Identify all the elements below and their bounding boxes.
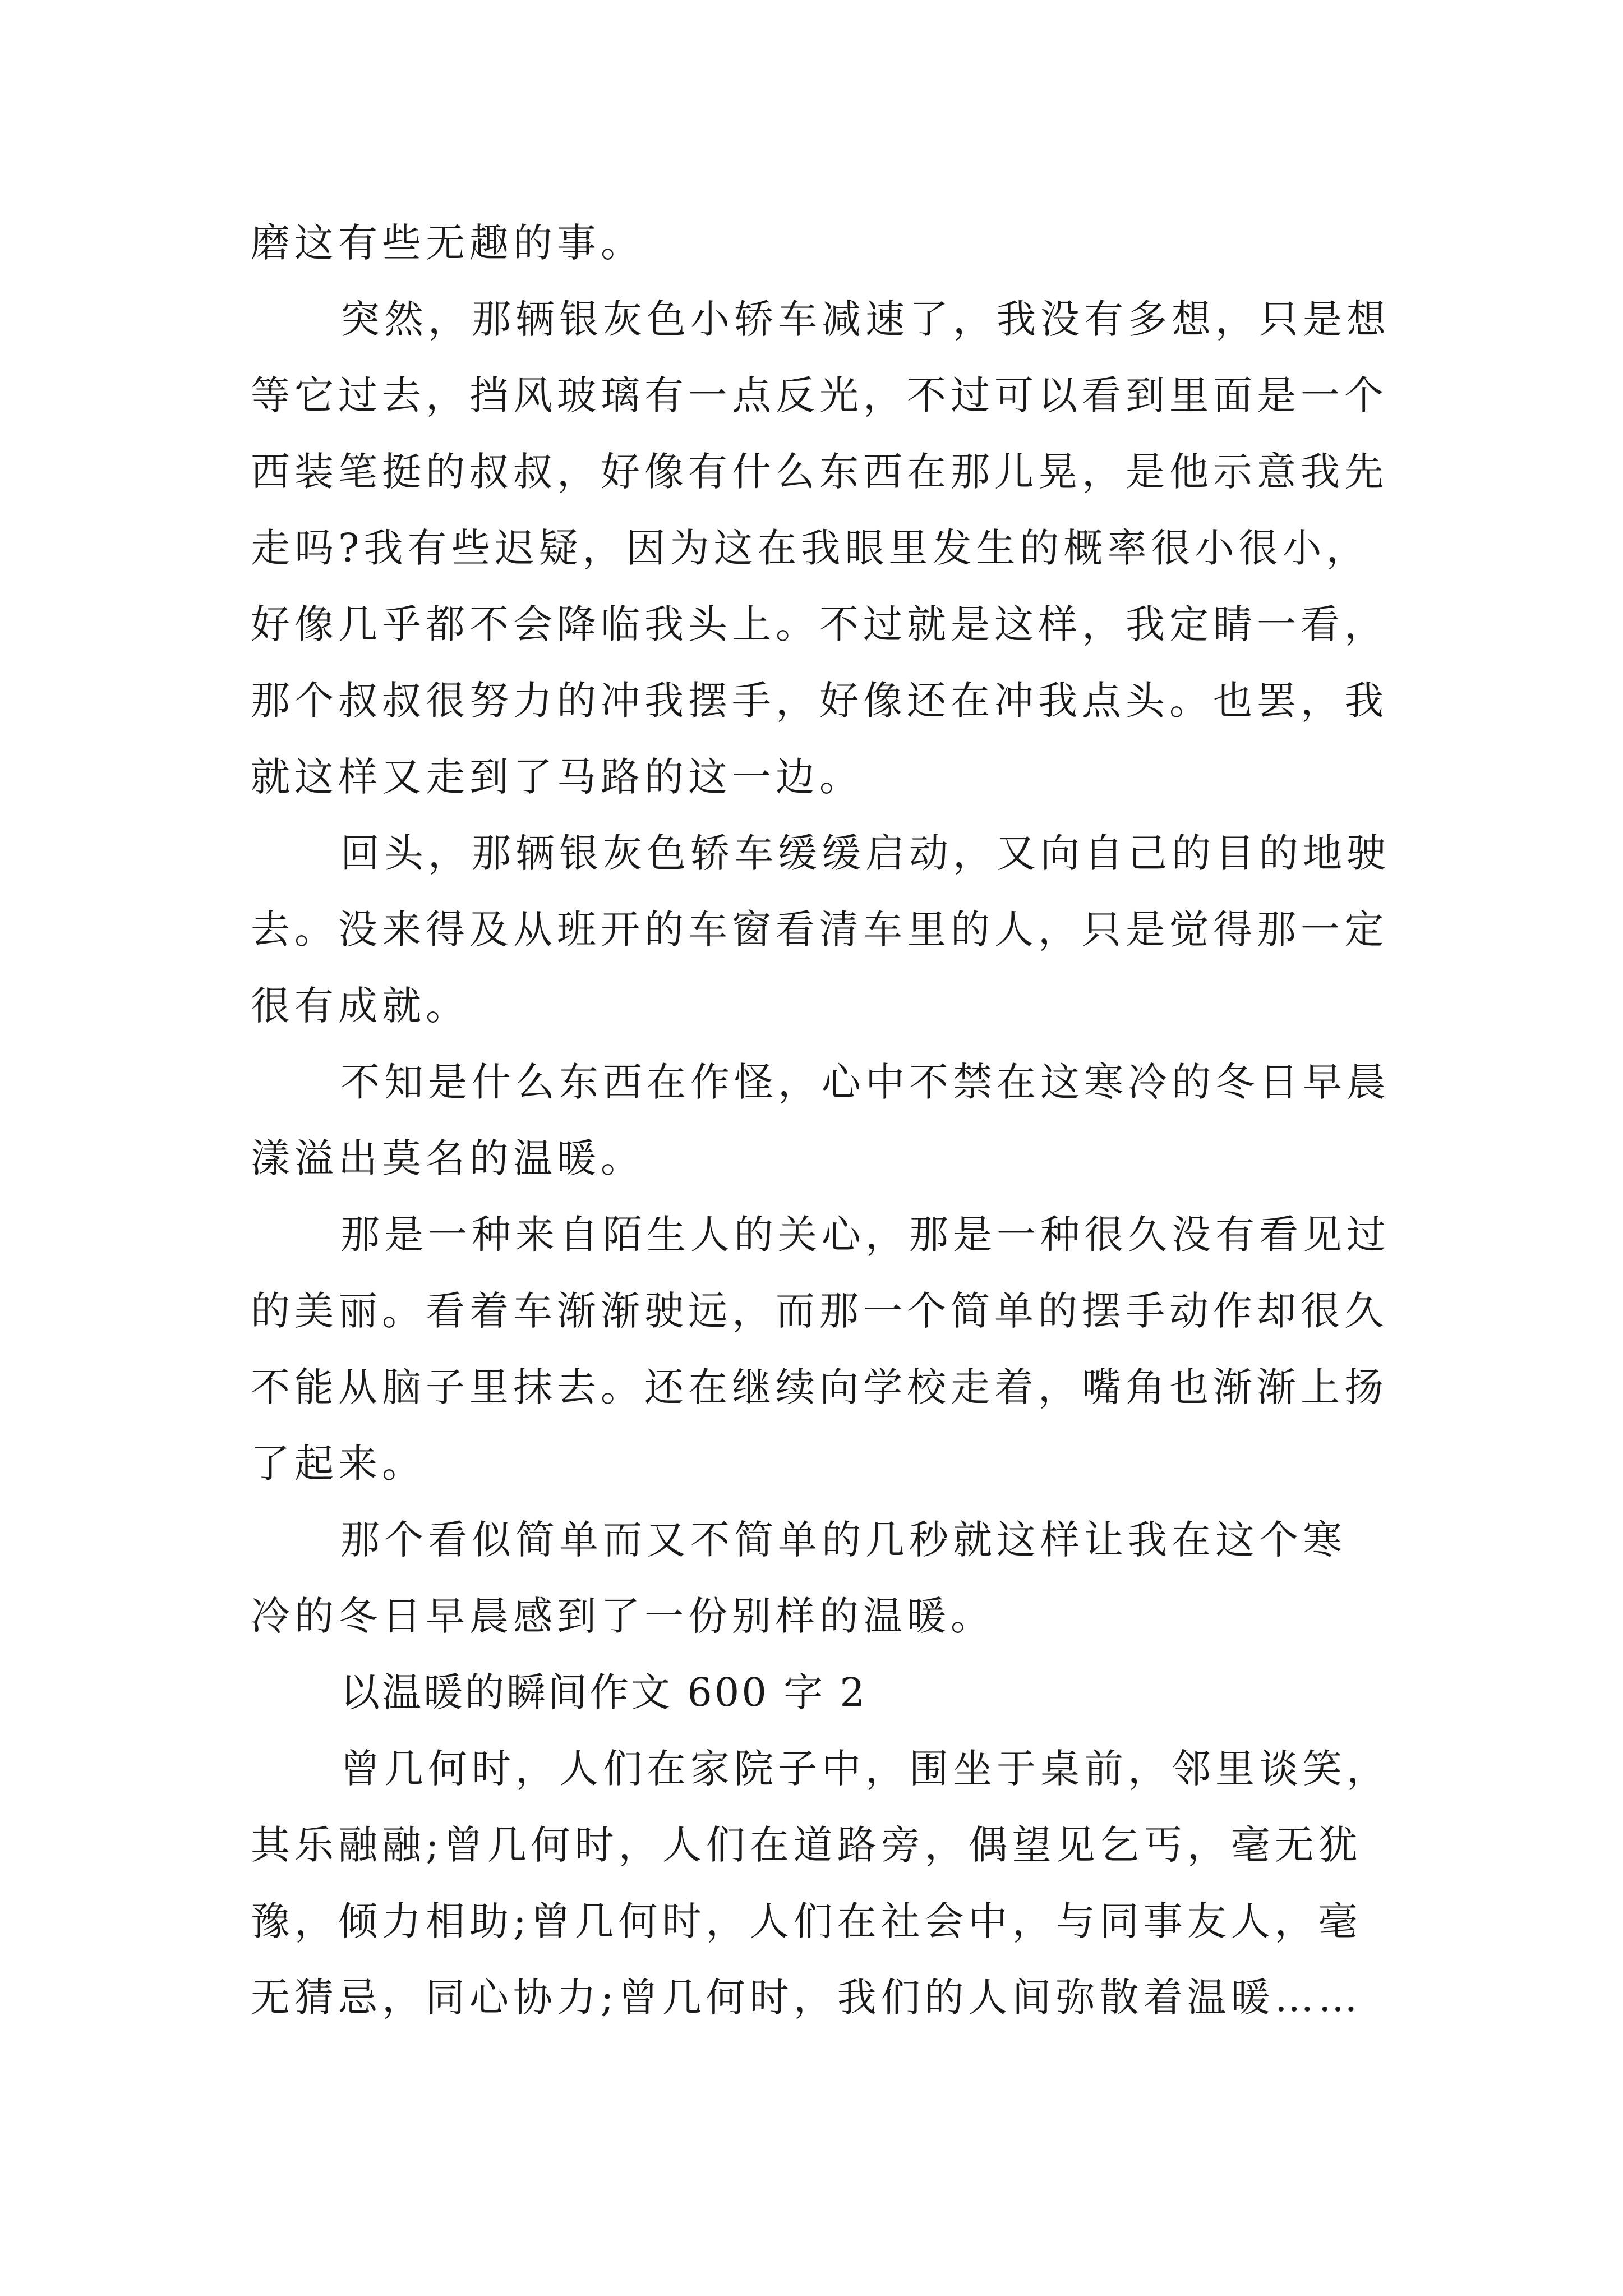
text-line: 的美丽。看着车渐渐驶远，而那一个简单的摆手动作却很久 (251, 1288, 1388, 1334)
text-line: 不能从脑子里抹去。还在继续向学校走着，嘴角也渐渐上扬 (251, 1364, 1388, 1410)
text-line: 好像几乎都不会降临我头上。不过就是这样，我定睛一看， (251, 601, 1388, 647)
text-line: 就这样又走到了马路的这一边。 (251, 754, 863, 800)
text-line: 很有成就。 (251, 983, 469, 1029)
text-line: 去。没来得及从班开的车窗看清车里的人，只是觉得那一定 (251, 907, 1388, 953)
paragraph-start-line: 曾几何时，人们在家院子中，围坐于桌前，邻里谈笑， (340, 1746, 1390, 1792)
text-line: 走吗?我有些迟疑，因为这在我眼里发生的概率很小很小， (251, 525, 1370, 571)
paragraph-start-line: 那是一种来自陌生人的关心，那是一种很久没有看见过 (340, 1212, 1390, 1258)
section-heading: 以温暖的瞬间作文 600 字 2 (340, 1669, 867, 1715)
text-line: 西装笔挺的叔叔，好像有什么东西在那儿晃，是他示意我先 (251, 449, 1388, 495)
text-line: 等它过去，挡风玻璃有一点反光，不过可以看到里面是一个 (251, 372, 1388, 418)
text-line: 磨这有些无趣的事。 (251, 220, 644, 266)
text-line: 漾溢出莫名的温暖。 (251, 1135, 644, 1181)
text-line: 了起来。 (251, 1441, 426, 1487)
text-line: 其乐融融;曾几何时，人们在道路旁，偶望见乞丐，毫无犹 (251, 1822, 1362, 1868)
paragraph-start-line: 突然，那辆银灰色小轿车减速了，我没有多想，只是想 (340, 296, 1390, 342)
paragraph-start-line: 不知是什么东西在作怪，心中不禁在这寒冷的冬日早晨 (340, 1059, 1390, 1105)
text-line: 豫，倾力相助;曾几何时，人们在社会中，与同事友人，毫 (251, 1898, 1362, 1944)
paragraph-start-line: 那个看似简单而又不简单的几秒就这样让我在这个寒 (340, 1517, 1347, 1563)
article-body (251, 205, 1395, 2036)
text-line: 那个叔叔很努力的冲我摆手，好像还在冲我点头。也罢，我 (251, 678, 1388, 724)
paragraph-start-line: 回头，那辆银灰色轿车缓缓启动，又向自己的目的地驶 (340, 830, 1390, 876)
text-line: 冷的冬日早晨感到了一份别样的温暖。 (251, 1593, 994, 1639)
text-line: 无猜忌，同心协力;曾几何时，我们的人间弥散着温暖…… (251, 1975, 1362, 2021)
